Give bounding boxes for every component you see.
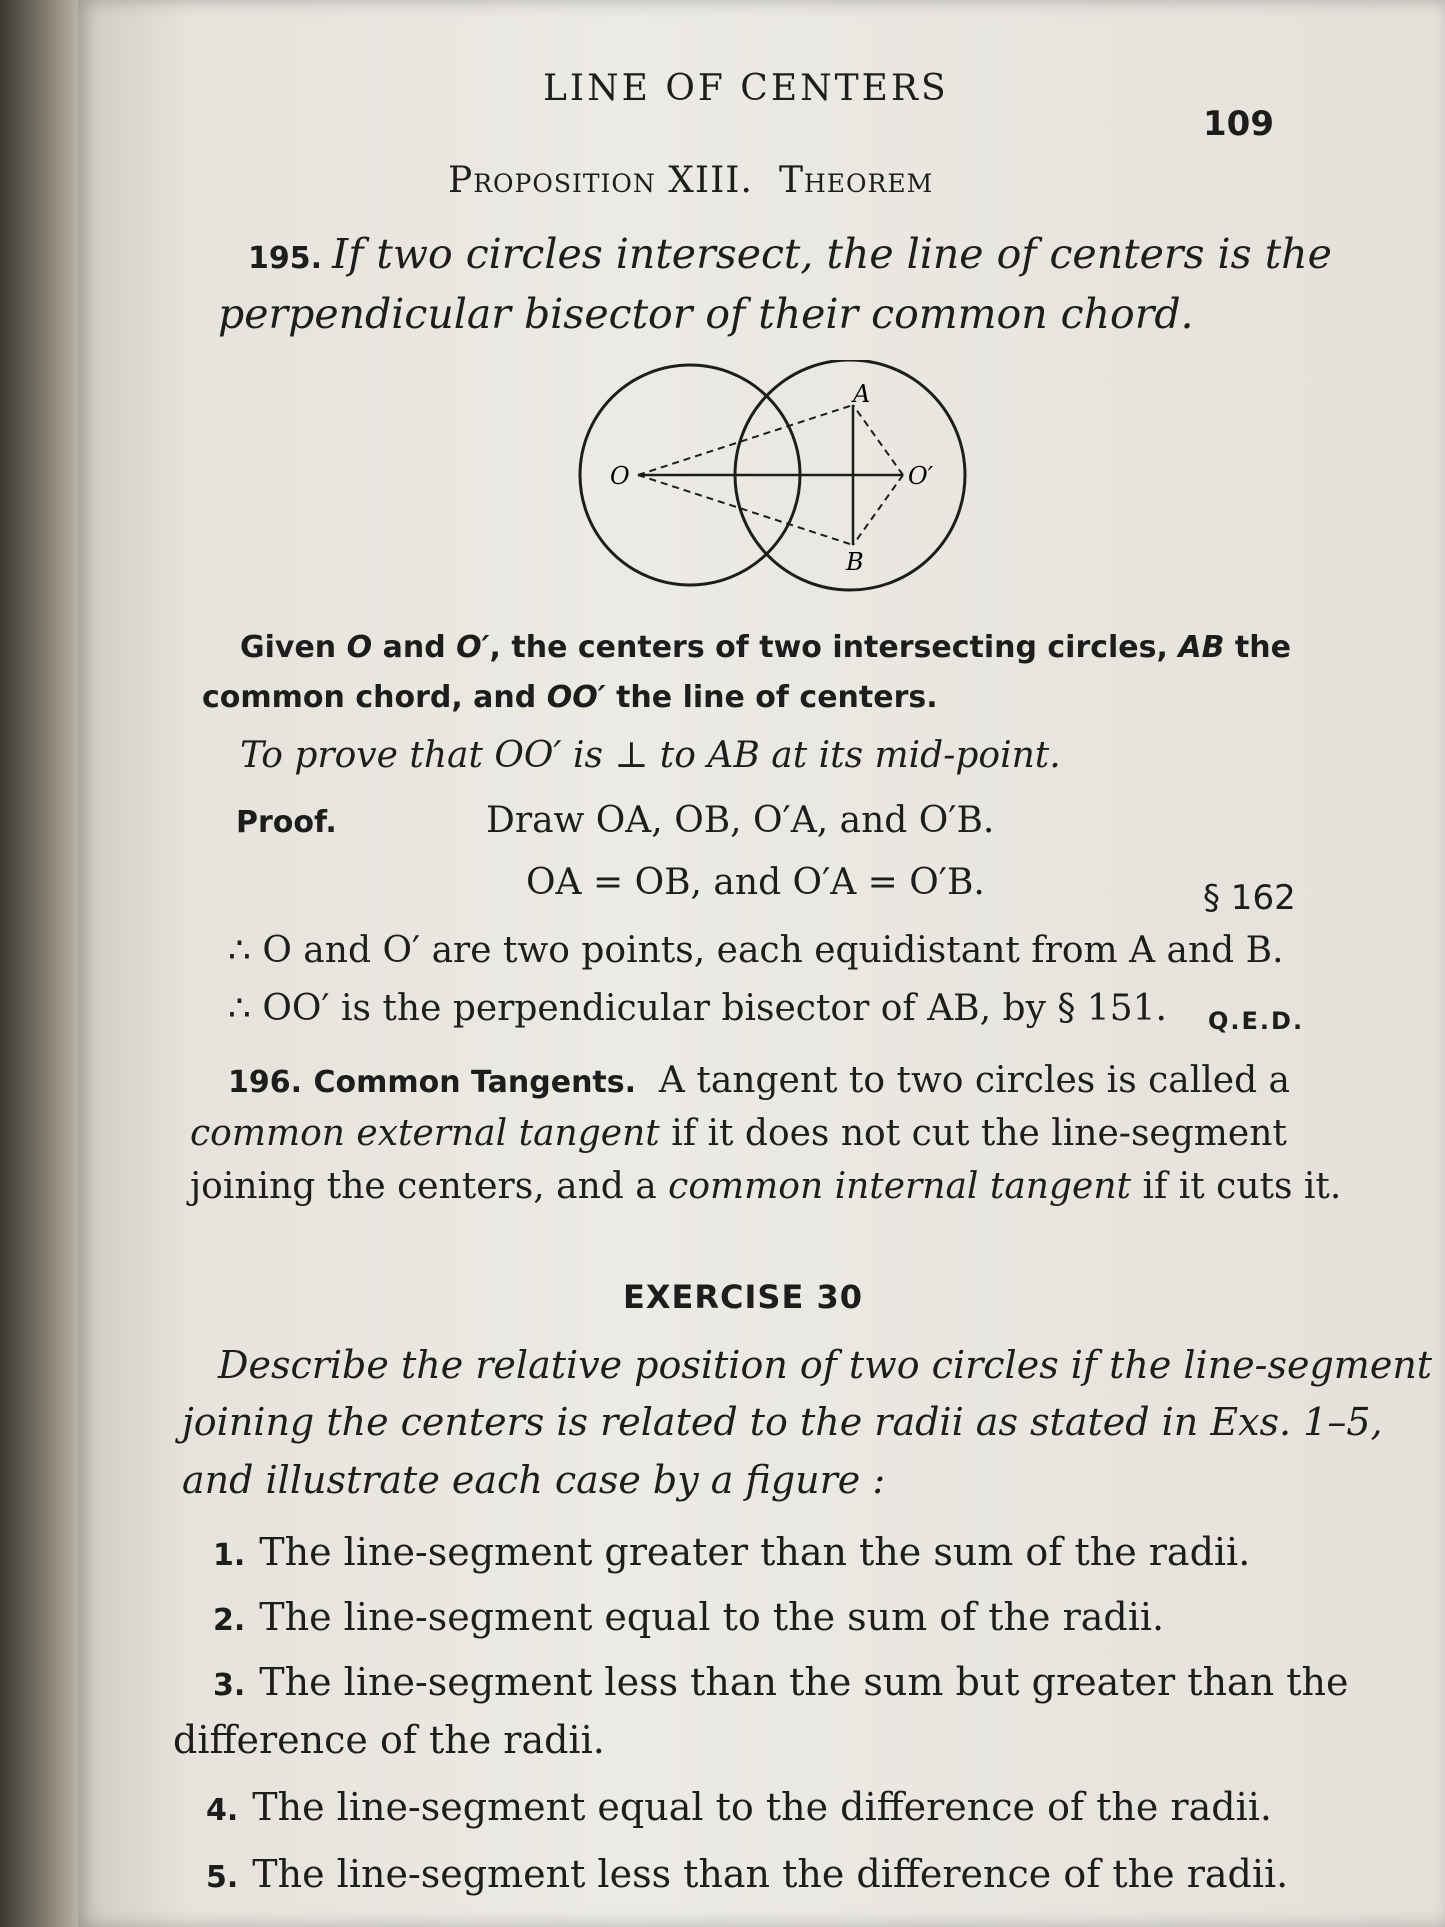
section-196-line-2: common external tangent if it does not cut the line-segment [190, 1113, 1287, 1154]
label-a: A [853, 380, 871, 408]
running-head: LINE OF CENTERS [543, 68, 949, 109]
exercise-item-3-cont: difference of the radii. [173, 1718, 605, 1762]
proof-step-4: ∴ OO′ is the perpendicular bisector of AB, by § 151. [228, 988, 1167, 1029]
qed-mark: Q.E.D. [1208, 1007, 1305, 1035]
segment-ob [638, 475, 853, 545]
exercise-intro-line-2: joining the centers is related to the radii as stated in Exs. 1–5, [182, 1400, 1383, 1444]
book-page [78, 0, 1445, 1927]
section-196-line-3: joining the centers, and a common internal tangent if it cuts it. [190, 1166, 1342, 1207]
book-binding [0, 0, 78, 1927]
given-line-2: common chord, and OO′ the line of centers. [202, 680, 938, 715]
exercise-intro-line-1: Describe the relative position of two circles if the line-segment [218, 1343, 1433, 1387]
statement-number: 195. [248, 241, 323, 276]
proof-step-2: OA = OB, and O′A = O′B. [526, 862, 985, 903]
proof-step-1: Draw OA, OB, O′A, and O′B. [486, 800, 995, 841]
page-number: 109 [1203, 104, 1274, 144]
segment-o-prime-a [853, 405, 903, 475]
proof-step-3: ∴ O and O′ are two points, each equidistant from A and B. [228, 930, 1284, 971]
label-o: O [610, 462, 630, 490]
given-line-1: Given O and O′, the centers of two intersecting circles, AB the [240, 630, 1291, 665]
proposition-label: Proposition XIII. [448, 160, 753, 201]
to-prove: To prove that OO′ is ⊥ to AB at its mid-point. [240, 735, 1061, 776]
exercise-item-1: 1. The line-segment greater than the sum of the radii. [213, 1530, 1251, 1574]
proof-label: Proof. [236, 805, 337, 840]
proof-step-2-ref: § 162 [1203, 878, 1296, 918]
intersecting-circles-figure [548, 360, 1008, 600]
proposition-title [448, 160, 959, 201]
segment-oa [638, 405, 853, 475]
segment-o-prime-b [853, 475, 903, 545]
exercise-item-4: 4. The line-segment equal to the difference of the radii. [206, 1785, 1272, 1829]
label-b: B [846, 548, 864, 576]
statement-line-2: perpendicular bisector of their common chord. [218, 290, 1194, 338]
label-o-prime: O′ [908, 462, 934, 490]
exercise-item-3: 3. The line-segment less than the sum but greater than the [213, 1660, 1349, 1704]
exercise-title: EXERCISE 30 [623, 1278, 863, 1316]
proposition-kind: Theorem [778, 160, 934, 201]
section-196-line-1: 196. Common Tangents. A tangent to two circles is called a [228, 1060, 1291, 1101]
exercise-item-5: 5. The line-segment less than the difference of the radii. [206, 1852, 1289, 1896]
exercise-item-2: 2. The line-segment equal to the sum of the radii. [213, 1595, 1165, 1639]
exercise-intro-line-3: and illustrate each case by a figure : [182, 1458, 886, 1502]
statement-line-1: 195. If two circles intersect, the line of centers is the [248, 230, 1332, 278]
